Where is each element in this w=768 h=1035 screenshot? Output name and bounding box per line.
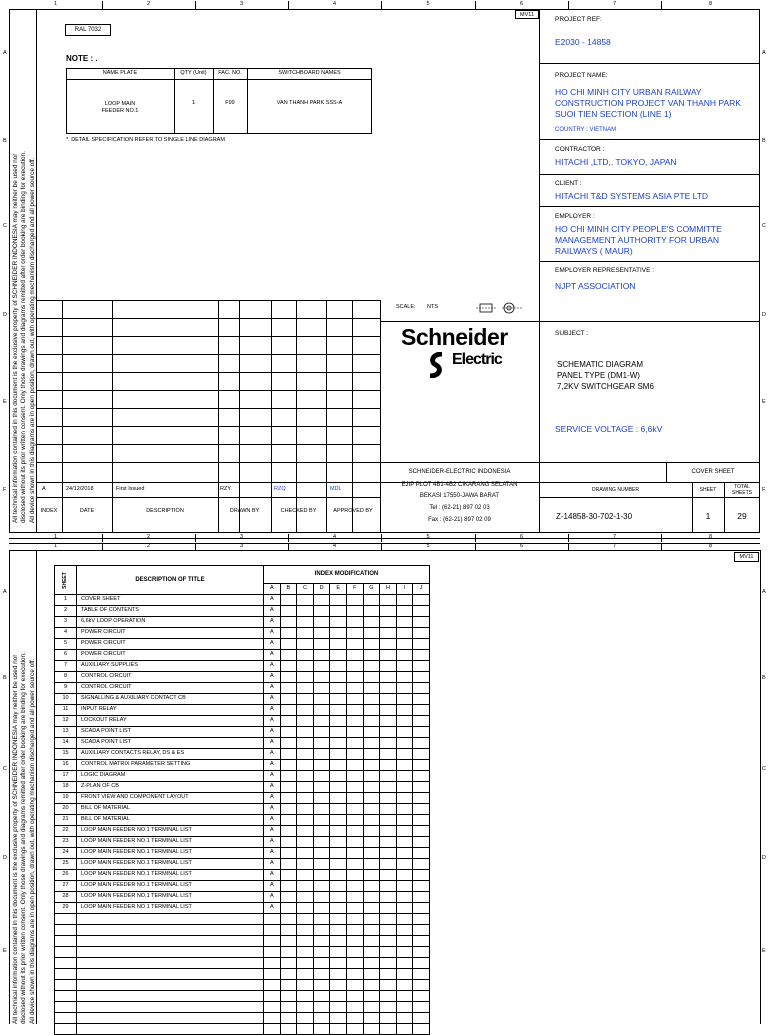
column-number: 8 <box>708 1 713 7</box>
column-number: 1 <box>53 543 58 549</box>
column-number: 4 <box>332 1 337 7</box>
sheet-header: SHEET <box>55 566 77 595</box>
disclaimer-text: All technical information contained in this document is the exclusive property of SCHNEIDER INDONESIA may neither be used nor disclosed without its prior written consent. Only those drawings and diagrams remitted after order booking are binding for execution. All device shown in this diagrams are in open position, drawn out, with operating mechanism discharged and all power source off. <box>12 652 36 1024</box>
column-number: 6 <box>519 1 524 7</box>
row-letter: F <box>3 487 7 493</box>
column-number: 2 <box>146 1 151 7</box>
column-number: 6 <box>519 543 524 549</box>
table-row: 14 SCADA POINT LIST A <box>55 738 430 749</box>
row-letter: B <box>3 675 7 681</box>
index-letter: F <box>346 583 363 594</box>
column-number: 3 <box>239 543 244 549</box>
row-letter: D <box>3 855 7 861</box>
column-tick <box>568 1 569 9</box>
column-number: 5 <box>426 543 430 549</box>
table-row: 26 LOOP MAIN FEEDER NO.1 TERMINAL LIST A <box>55 870 430 881</box>
index-letter: B <box>280 583 297 594</box>
column-tick <box>102 1 103 9</box>
grid-line <box>36 462 380 463</box>
table-row: 15 AUXILIARY CONTACTS RELAY, DS & ES A <box>55 749 430 760</box>
row-letter: D <box>762 312 766 318</box>
row-letter: C <box>762 223 766 229</box>
index-letter: D <box>313 583 330 594</box>
cover-sheet: 1 2 3 4 5 6 7 8 A A B B C C D D E E F F 1 2 3 4 5 6 7 8 All technical information contained in this document is the exclusive property of SCHNEIDER INDONESIA may neither be used nor disclosed without its prior written consent. Only those drawings and diagrams remitted after order booking are binding for execution. All device shown in this diagrams are in open position, drawn out, with operating mechanism discharged and all power source off. MV11 RAL 7032 NOTE : . NAME PLATE QTY (Unit) FAC. NO. SWITCHBOARD NAMES LOOP MAIN FEEDER NO.1 1 F99 VAN THANH PARK SSS-A *. DETAIL SPECIFICATION REFER TO SINGLE LINE DIAGRAM SCALE: NTS A 24/12/2018 First Issued RZY RZQ MDL INDEX DATE DESCRIPTION DRAWN BY CHECKED BY APPROVED BY Schneider Electric SCHNEIDER-ELECTRIC INDONESIA EJIP PLOT 4B1-4B2 CIKARANG SELATAN BEKASI 17550-JAWA BARAT Tel : (62-21) 897 02 03 Fax : (62-21) 897 02 09 PROJECT REF: E2030 - 14858 PROJECT NAME: HO CHI MINH CITY URBAN RAILWAY CONSTRUCTION PROJECT VAN THANH PARK SUOI TIEN SECTION (LINE 1) COUNTRY : VIETNAM CONTRACTOR : HITACHI ,LTD,. TOKYO, JAPAN CLIENT : HITACHI T&D SYSTEMS ASIA PTE LTD EMPLOYER : HO CHI MINH CITY PEOPLE'S COMMITTE MANAGEMENT AUTHORITY FOR URBAN RAILWAYS ( MAUR) EMPLOYER REPRESENTATIVE : NJPT ASSOCIATION SUBJECT : SCHEMATIC DIAGRAM PANEL TYPE (DM1-W) 7,2KV SWITCHGEAR SM6 SERVICE VOLTAGE : 6,6kV COVER SHEET DRAWING NUMBER SHEET TOTAL SHEETS Z-14858-30-702-1-30 1 29 <box>3 1 766 540</box>
row-letter: B <box>762 675 766 681</box>
column-number: 5 <box>426 1 430 7</box>
grid-line <box>36 372 380 373</box>
table-row: 10 SIGNALLING & AUXILIARY CONTACT CB A <box>55 694 430 705</box>
table-row: 3 6,6kV LOOP OPERATION A <box>55 617 430 628</box>
table-row: 23 LOOP MAIN FEEDER NO.1 TERMINAL LIST A <box>55 837 430 848</box>
column-number: 7 <box>612 1 617 7</box>
company-name: SCHNEIDER-ELECTRIC INDONESIA <box>408 469 511 475</box>
table-row: 24 LOOP MAIN FEEDER NO.1 TERMINAL LIST A <box>55 848 430 859</box>
scale-label: SCALE: <box>396 304 416 310</box>
table-row: 29 LOOP MAIN FEEDER NO.1 TERMINAL LIST A <box>55 903 430 914</box>
column-number: 8 <box>708 543 713 549</box>
table-row: 17 LOGIC DIAGRAM A <box>55 771 430 782</box>
grid-line <box>36 318 380 319</box>
column-number: 5 <box>426 534 430 540</box>
table-row: 12 LOCKOUT RELAY A <box>55 716 430 727</box>
row-letter: A <box>762 50 766 56</box>
description-header: DESCRIPTION OF TITLE <box>77 566 264 595</box>
column-number: 3 <box>239 534 244 540</box>
table-row: 13 SCADA POINT LIST A <box>55 727 430 738</box>
grid-line <box>36 336 380 337</box>
row-letter: B <box>3 138 7 144</box>
row-letter: E <box>762 399 766 405</box>
projection-symbol-icon <box>476 302 522 314</box>
row-letter: E <box>3 399 7 405</box>
table-row <box>55 1024 430 1035</box>
row-letter: F <box>762 487 766 493</box>
table-row <box>55 958 430 969</box>
table-row: 8 CONTROL CIRCUIT A <box>55 672 430 683</box>
detail-note: *. DETAIL SPECIFICATION REFER TO SINGLE LINE DIAGRAM <box>66 137 225 143</box>
table-row <box>55 925 430 936</box>
column-number: 3 <box>239 1 244 7</box>
table-row: 7 AUXILIARY SUPPLIES A <box>55 661 430 672</box>
grid-line <box>36 497 380 498</box>
column-number: 7 <box>612 543 617 549</box>
index-letter: J <box>413 583 430 594</box>
table-row: 11 INPUT RELAY A <box>55 705 430 716</box>
table-row <box>55 947 430 958</box>
index-letter: G <box>363 583 380 594</box>
table-row: 22 LOOP MAIN FEEDER NO.1 TERMINAL LIST A <box>55 826 430 837</box>
index-letter: C <box>297 583 314 594</box>
table-row <box>55 914 430 925</box>
column-number: 1 <box>53 534 58 540</box>
disclaimer-text: All technical information contained in this document is the exclusive property of SCHNEIDER INDONESIA may neither be used nor disclosed without its prior written consent. Only those drawings and diagrams remitted after order booking are binding for execution. All device shown in this diagrams are in open position, drawn out, with operating mechanism discharged and all power source off. <box>12 151 36 523</box>
index-letter: I <box>396 583 413 594</box>
row-letter: D <box>3 312 7 318</box>
index-letter: A <box>264 583 281 594</box>
column-tick <box>381 1 382 9</box>
grid-line <box>36 300 380 301</box>
table-row: 4 POWER CIRCUIT A <box>55 628 430 639</box>
column-number: 1 <box>53 1 58 7</box>
grid-line <box>36 482 380 483</box>
mv-tag: MV11 <box>734 552 759 562</box>
table-row: 16 CONTROL MATRIX PARAMETER SETTING A <box>55 760 430 771</box>
ral-color-box: RAL 7032 <box>65 24 111 36</box>
row-letter: C <box>3 766 7 772</box>
row-letter: D <box>762 855 766 861</box>
table-row: 27 LOOP MAIN FEEDER NO.1 TERMINAL LIST A <box>55 881 430 892</box>
table-row <box>55 1002 430 1013</box>
row-letter: C <box>3 223 7 229</box>
column-number: 2 <box>146 543 151 549</box>
table-row <box>55 991 430 1002</box>
column-tick <box>661 1 662 9</box>
column-tick <box>195 1 196 9</box>
column-number: 6 <box>519 534 524 540</box>
row-letter: A <box>762 589 766 595</box>
table-row: 19 FRONT VIEW AND COMPONENT LAYOUT A <box>55 793 430 804</box>
column-number: 2 <box>146 534 151 540</box>
column-number: 7 <box>612 534 617 540</box>
table-row: 5 POWER CIRCUIT A <box>55 639 430 650</box>
table-row: 20 BILL OF MATERIAL A <box>55 804 430 815</box>
table-row: 21 BILL OF MATERIAL A <box>55 815 430 826</box>
table-row <box>55 980 430 991</box>
row-letter: B <box>762 138 766 144</box>
grid-line <box>36 390 380 391</box>
table-row <box>55 969 430 980</box>
row-letter: C <box>762 766 766 772</box>
table-row <box>55 936 430 947</box>
grid-line <box>36 408 380 409</box>
index-modification-header: INDEX MODIFICATION <box>264 566 430 584</box>
grid-line <box>36 444 380 445</box>
table-row: 25 LOOP MAIN FEEDER NO.1 TERMINAL LIST A <box>55 859 430 870</box>
index-letter: E <box>330 583 347 594</box>
drawing-number: Z-14858-30-702-1-30 <box>556 512 633 521</box>
table-of-contents-sheet <box>0 540 768 1024</box>
row-letter: E <box>3 948 7 954</box>
table-row: 2 TABLE OF CONTENTS A <box>55 606 430 617</box>
schneider-logo: Schneider Electric <box>400 326 530 382</box>
table-row: 18 Z-PLAN OF CB A <box>55 782 430 793</box>
table-row: 6 POWER CIRCUIT A <box>55 650 430 661</box>
column-tick <box>475 1 476 9</box>
index-letter: H <box>380 583 397 594</box>
table-row <box>55 1013 430 1024</box>
column-number: 4 <box>332 534 337 540</box>
column-tick <box>288 1 289 9</box>
table-of-contents <box>54 565 430 1035</box>
schneider-logo-icon <box>426 352 448 378</box>
mv-tag: MV11 <box>515 10 539 19</box>
row-letter: A <box>3 589 7 595</box>
scale-value: NTS <box>427 304 438 310</box>
row-letter: A <box>3 50 7 56</box>
table-row: 28 LOOP MAIN FEEDER NO.1 TERMINAL LIST A <box>55 892 430 903</box>
table-row: 1 COVER SHEET A <box>55 595 430 606</box>
row-letter: E <box>762 948 766 954</box>
grid-line <box>36 426 380 427</box>
grid-line <box>36 354 380 355</box>
column-number: 4 <box>332 543 337 549</box>
column-number: 8 <box>708 534 713 540</box>
table-row: 9 CONTROL CIRCUIT A <box>55 683 430 694</box>
note-label: NOTE : . <box>66 54 98 63</box>
